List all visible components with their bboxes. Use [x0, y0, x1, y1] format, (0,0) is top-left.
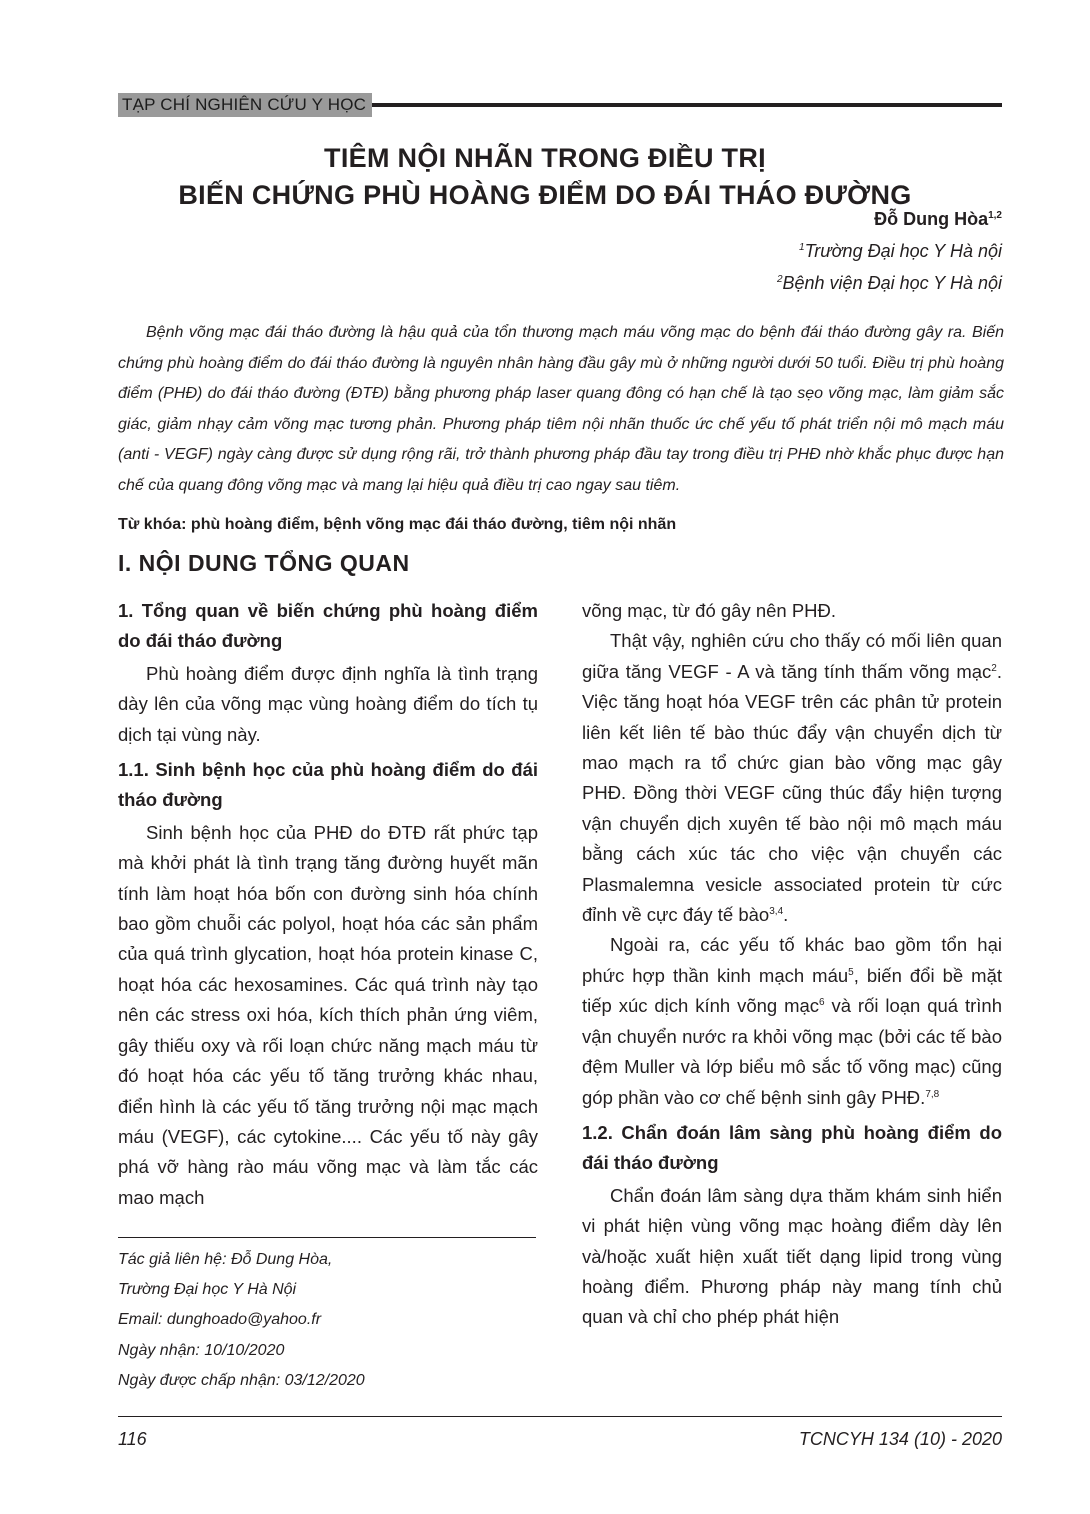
left-column — [118, 596, 538, 1213]
ref-sup-6: 6 — [819, 997, 825, 1009]
paragraph-diagnosis: Chẩn đoán lâm sàng dựa thăm khám sinh hiển vi phát hiện vùng võng mạc hoàng điểm dày lên và/hoặc xuất hiện xuất tiết dạng lipid trong vùng hoàng điểm. Phương pháp này mang tính chủ quan và chỉ cho phép phát hiện — [582, 1184, 1002, 1328]
subsection-heading-1-1: 1.1. Sinh bệnh học của phù hoàng điểm do đái tháo đường — [118, 759, 538, 811]
factors-text-a: Ngoài ra, các yếu tố khác bao gồm tổn hại phức hợp thần kinh mạch máu — [582, 934, 1002, 986]
subsection-heading-1: 1. Tổng quan về biến chứng phù hoàng điểm do đái tháo đường — [118, 600, 538, 652]
right-column — [582, 596, 1002, 1333]
paragraph-pathogenesis: Sinh bệnh học của PHĐ do ĐTĐ rất phức tạp mà khởi phát là tình trạng tăng đường huyết mãn tính làm hoạt hóa bốn con đường sinh hóa chính bao gồm chuỗi các polyol, hoạt hóa các sản phẩm của quá trình glycation, hoạt hóa protein kinase C, hoạt hóa các hexosamines. Các quá trình này tạo nên các stress oxi hóa, kích thích phản ứng viêm, gây thiếu oxy và rối loạn chức năng mạch máu từ đó hoạt hóa các yếu tố tăng trưởng khác nhau, điển hình là các yếu tố tăng trưởng nội mạc mạch máu (VEGF), các cytokine.... Các yếu tố này gây phá vỡ hàng rào máu võng mạc và làm tắc các mao mạch — [118, 821, 538, 1208]
abstract: Bệnh võng mạc đái tháo đường là hậu quả của tổn thương mạch máu võng mạc do bệnh đái tháo đường gây ra. Biến chứng phù hoàng điểm do đái tháo đường là nguyên nhân hàng đầu gây mù ở những người dưới 50 tuổi. Điều trị phù hoàng điểm (PHĐ) do đái tháo đường (ĐTĐ) bằng phương pháp laser quang đông có hạn chế là tạo sẹo võng mạc, làm giảm sắc giác, giảm nhạy cảm võng mạc tương phản. Phương pháp tiêm nội nhãn thuốc ức chế yếu tố phát triển nội mô mạch máu (anti - VEGF) ngày càng được sử dụng rộng rãi, trở thành phương pháp đầu tay trong điều trị PHĐ nhờ khắc phục được hạn chế của quang đông võng mạc và mang lại hiệu quả điều trị cao ngay sau tiêm. — [118, 324, 1004, 494]
affiliation-1-text: Trường Đại học Y Hà nội — [804, 241, 1002, 261]
ref-sup-3-4: 3,4 — [769, 905, 784, 917]
footnote-institution: Trường Đại học Y Hà Nội — [118, 1281, 297, 1299]
author-superscript: 1,2 — [988, 210, 1002, 221]
footer-rule — [118, 1416, 1002, 1417]
title-line-1: TIÊM NỘI NHÃN TRONG ĐIỀU TRỊ — [324, 143, 766, 173]
journal-header-tag: TẠP CHÍ NGHIÊN CỨU Y HỌC — [118, 93, 372, 117]
affiliation-1-sup: 1 — [799, 242, 805, 253]
author-text: Đỗ Dung Hòa — [874, 209, 989, 229]
footnote-rule — [118, 1237, 536, 1238]
paragraph-vegf: Thật vậy, nghiên cứu cho thấy có mối liên quan giữa tăng VEGF - A và tăng tính thấm võng mạc$^2$. Việc tăng hoạt hóa VEGF trên các phân tử protein liên kết liên tế bào thúc đẩy vận chuyển dịch từ mao mạch ra tổ chức gian bào võng mạc gây PHĐ. Đồng thời VEGF cũng thúc đẩy hiện tượng vận chuyển dịch xuyên tế bào nội mô mạch máu bằng cách xúc tác cho việc vận chuyển các Plasmalemna vesicle associated protein từ cức đỉnh về cực đáy tế bào$^{3,4}$. — [582, 630, 1002, 926]
ref-sup-5: 5 — [848, 966, 854, 978]
title-line-2: BIẾN CHỨNG PHÙ HOÀNG ĐIỂM DO ĐÁI THÁO ĐƯỜNG — [178, 180, 912, 210]
ref-sup-2: 2 — [991, 662, 997, 674]
footnote-accepted-date: Ngày được chấp nhận: 03/12/2020 — [118, 1371, 365, 1389]
paragraph-definition: Phù hoàng điểm được định nghĩa là tình trạng dày lên của võng mạc vùng hoàng điểm do tích tụ dịch tại vùng này. — [118, 662, 538, 745]
vegf-text-a: Thật vậy, nghiên cứu cho thấy có mối liên quan giữa tăng VEGF - A và tăng tính thấm võng mạc — [582, 630, 1002, 682]
footnote-email: Email: dunghoado@yahoo.fr — [118, 1311, 322, 1329]
author-name — [874, 209, 1002, 230]
journal-reference: TCNCYH 134 (10) - 2020 — [798, 1429, 1002, 1449]
subsection-heading-1-2: 1.2. Chẩn đoán lâm sàng phù hoàng điểm do đái tháo đường — [582, 1121, 1002, 1174]
page-number: 116 — [118, 1429, 147, 1449]
footnote-author: Tác giả liên hệ: Đỗ Dung Hòa, — [118, 1251, 333, 1268]
section-heading: I. NỘI DUNG TỔNG QUAN — [118, 550, 410, 576]
affiliation-2 — [777, 273, 1002, 294]
paragraph-other-factors — [582, 930, 1002, 1112]
factors-text-c: và rối loạn quá trình vận chuyển nước ra khỏi võng mạc (bởi các tế bào đệm Muller và lớp biểu mô sắc tố võng mạc) cũng góp phần vào cơ chế bệnh sinh gây PHĐ. — [582, 995, 1002, 1108]
footnote-received-date: Ngày nhận: 10/10/2020 — [118, 1341, 285, 1359]
keywords: Từ khóa: phù hoàng điểm, bệnh võng mạc đái tháo đường, tiêm nội nhãn — [118, 516, 677, 533]
vegf-text-b: . Việc tăng hoạt hóa VEGF trên các phân tử protein liên kết liên tế bào thúc đẩy vận chuyển dịch từ mao mạch ra tổ chức gian bào võng mạc gây PHĐ. Đồng thời VEGF cũng thúc đẩy hiện tượng vận chuyển dịch xuyên tế bào nội mô mạch máu bằng cách xúc tác cho việc vận chuyển các Plasmalemna vesicle associated protein từ cức đỉnh về cực đáy tế bào — [582, 660, 1002, 926]
article-title — [0, 140, 1090, 214]
affiliation-2-sup: 2 — [776, 274, 783, 285]
correspondence-footnote — [118, 1245, 365, 1396]
affiliation-2-text: Bệnh viện Đại học Y Hà nội — [782, 273, 1002, 293]
paragraph-continuation: võng mạc, từ đó gây nên PHĐ. — [582, 600, 837, 621]
ref-sup-7-8: 7,8 — [925, 1088, 940, 1100]
factors-text-b: , biến đổi bề mặt tiếp xúc dịch kính võng mạc — [582, 964, 1003, 1017]
affiliation-1 — [799, 241, 1002, 262]
